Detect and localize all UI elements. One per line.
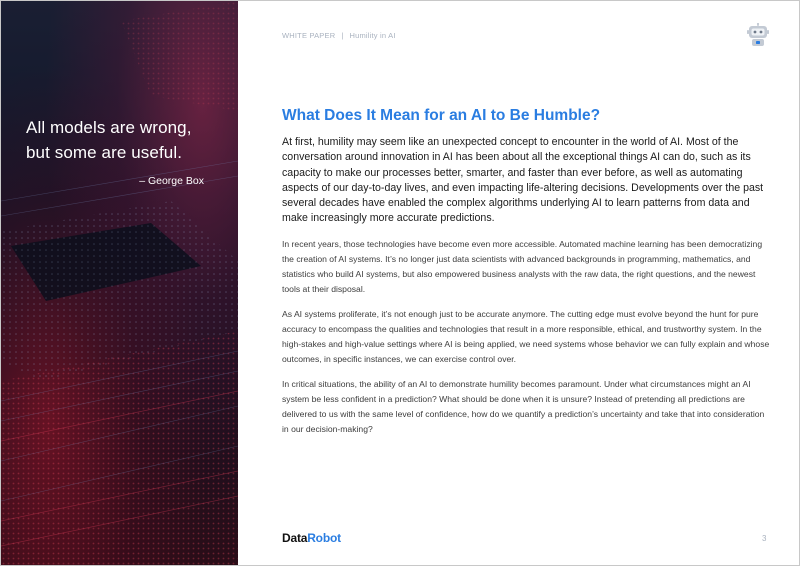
header-section: Humility in AI bbox=[349, 31, 396, 40]
lead-paragraph: At first, humility may seem like an unexpected concept to encounter in the world of AI. Most of the conversation around innovation in AI has been about all the exceptional things AI can do, such as its capacity to make our processes better, smarter, and faster than ever before, as well as automating aspects of our day-to-day lives, and even impacting life-altering decisions. Developments over the past several decades have enabled the complex algorithms underlying AI to learn patterns from data and make increasingly more accurate predictions. bbox=[282, 136, 764, 225]
body-paragraph-2: As AI systems proliferate, it’s not enough just to be accurate anymore. The cutting edge must evolve beyond the hunt for pure accuracy to encompass the qualities and technologies that result in a more responsible, ethical, and trustworthy system. In the high-stakes and high-value settings where AI is being applied, we need systems whose behavior we can fully explain and whose outcomes, in specific instances, we can exercise control over. bbox=[282, 309, 770, 364]
header-label: WHITE PAPER bbox=[282, 31, 336, 40]
quote-line-2: but some are useful. bbox=[26, 143, 183, 162]
logo-text-robot: Robot bbox=[307, 531, 341, 545]
pull-quote bbox=[26, 115, 226, 165]
circuit-board-image bbox=[1, 1, 238, 565]
datarobot-logo bbox=[282, 531, 341, 545]
running-header bbox=[282, 31, 396, 40]
robot-icon bbox=[747, 23, 769, 47]
quote-author: – George Box bbox=[139, 175, 204, 187]
body-paragraph-1: In recent years, those technologies have become even more accessible. Automated machine learning has been democratizing the creation of AI systems. It’s no longer just data scientists with advanced backgrounds in programming, mathematics, and statistics who build AI systems, but also empowered business analysts with the raw data, the right questions, and the newest tools at their disposal. bbox=[282, 239, 763, 294]
quote-line-1: All models are wrong, bbox=[26, 118, 192, 137]
logo-text-data: Data bbox=[282, 531, 308, 545]
page-number: 3 bbox=[762, 534, 767, 543]
page-title: What Does It Mean for an AI to Be Humble? bbox=[282, 107, 601, 124]
header-separator: | bbox=[341, 31, 344, 40]
circuit-board-graphic bbox=[1, 1, 238, 565]
body-paragraph-3: In critical situations, the ability of an AI to demonstrate humility becomes paramount. Under what circumstances might an AI system be less confident in a prediction? What should be done when it is unsure? Instead of pretending all predictions are delivered to us with the same level of confidence, how do we quantify a prediction’s uncertainty and take that into consideration in our decision-making? bbox=[282, 379, 765, 434]
